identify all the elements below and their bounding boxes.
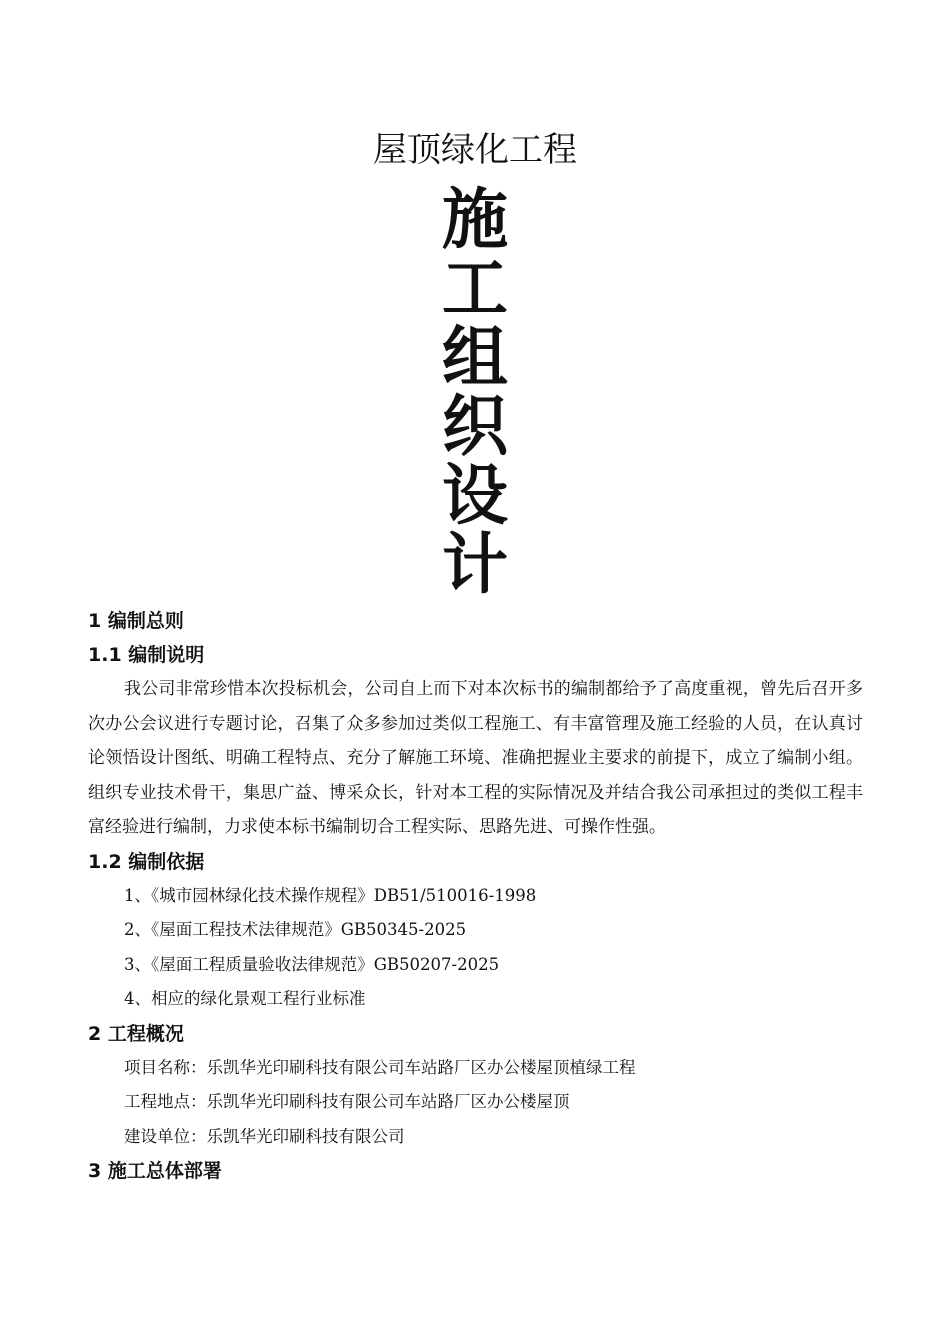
- subsection-heading: 1.1 编制说明: [88, 644, 205, 666]
- section-heading: 2 工程概况: [88, 1022, 184, 1045]
- paragraph: 我公司非常珍惜本次投标机会，公司自上而下对本次标书的编制都给予了高度重视，曾先后召开多次办公会议进行专题讨论，召集了众多参加过类似工程施工、有丰富管理及施工经验的人员，在认真讨论领悟设计图纸、明确工程特点、充分了解施工环境、准确把握业主要求的前提下，成立了编制小组。组织专业技术骨干，集思广益、博采众长，针对本工程的实际情况及并结合我公司承担过的类似工程丰富经验进行编制，力求使本标书编制切合工程实际、思路先进、可操作性强。: [88, 679, 863, 837]
- title-char: 设: [442, 457, 508, 534]
- title-char: 施: [442, 181, 508, 258]
- list-item: 4、相应的绿化景观工程行业标准: [124, 989, 366, 1008]
- list-item: 1、《城市园林绿化技术操作规程》DB51/510016-1998: [124, 885, 537, 905]
- title-char: 织: [442, 388, 508, 465]
- title-char: 计: [442, 526, 508, 603]
- info-item: 项目名称：乐凯华光印刷科技有限公司车站路厂区办公楼屋顶植绿工程: [124, 1057, 636, 1077]
- info-item: 建设单位：乐凯华光印刷科技有限公司: [124, 1126, 405, 1146]
- subsection-heading: 1.2 编制依据: [88, 850, 205, 873]
- title-char: 组: [442, 319, 508, 396]
- section-heading: 3 施工总体部署: [88, 1160, 222, 1182]
- document-body: [88, 604, 863, 1188]
- section-heading: 1 编制总则: [88, 610, 184, 632]
- list-item: 2、《屋面工程技术法律规范》GB50345-2025: [124, 920, 467, 939]
- document-subtitle: 屋顶绿化工程: [373, 130, 577, 170]
- title-char: 工: [442, 250, 508, 327]
- list-item: 3、《屋面工程质量验收法律规范》GB50207-2025: [124, 954, 500, 974]
- info-item: 工程地点：乐凯华光印刷科技有限公司车站路厂区办公楼屋顶: [124, 1092, 570, 1111]
- document-title: [0, 181, 950, 603]
